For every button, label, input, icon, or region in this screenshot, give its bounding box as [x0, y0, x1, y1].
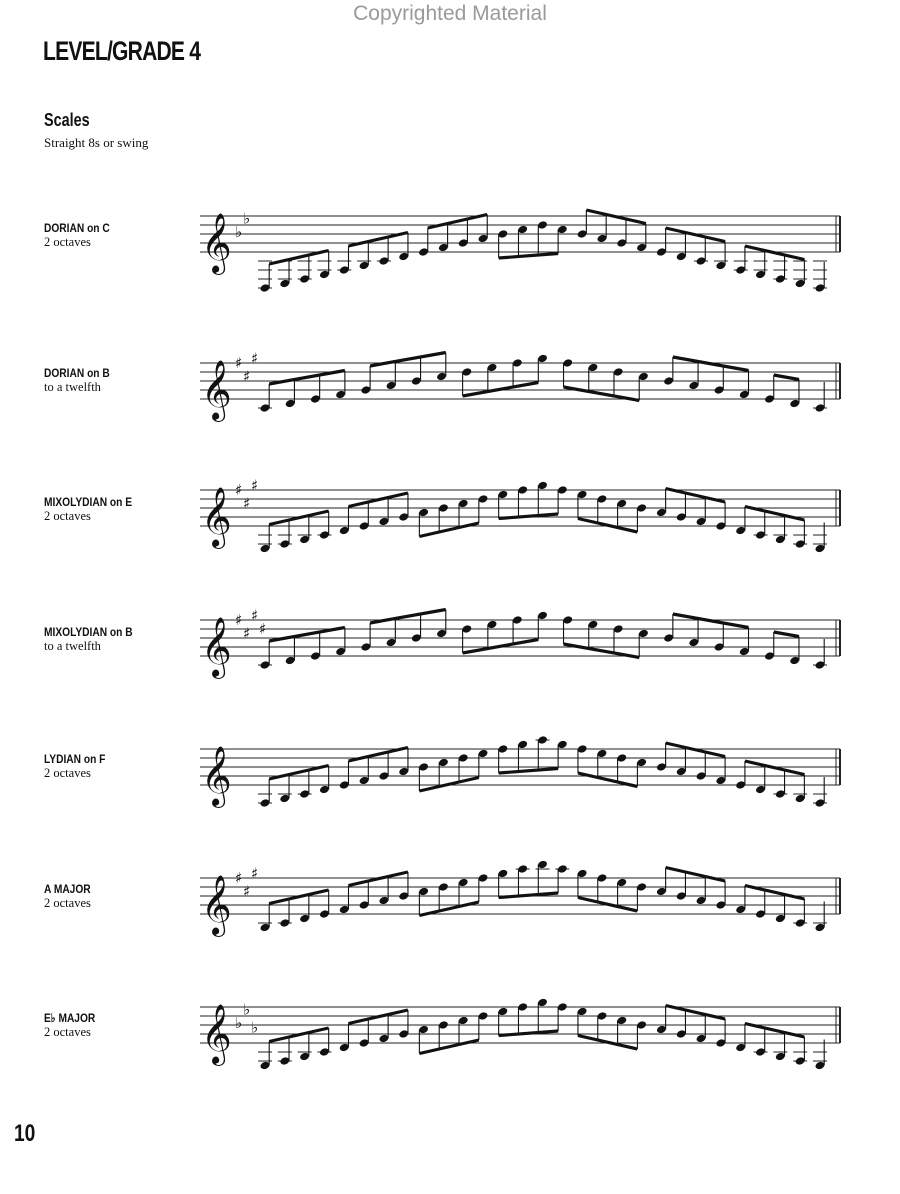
beam	[269, 511, 328, 525]
scale-range: 2 octaves	[44, 1025, 91, 1039]
beam	[578, 773, 637, 787]
watermark: Copyrighted Material	[353, 2, 547, 25]
treble-clef-icon: 𝄞	[201, 875, 232, 935]
beam	[370, 353, 446, 367]
sharp-icon: ♯	[243, 624, 251, 643]
scale-label	[44, 752, 116, 781]
scale-label	[44, 625, 148, 654]
beam	[666, 743, 725, 757]
beam	[774, 632, 799, 637]
beam	[348, 493, 407, 507]
beam	[499, 893, 558, 898]
scale-name: DORIAN on C	[44, 221, 110, 235]
music-staff	[195, 460, 845, 570]
beam	[463, 383, 539, 397]
scale-label	[44, 1011, 104, 1040]
sharp-icon: ♯	[251, 606, 259, 625]
scale-name: A MAJOR	[44, 882, 91, 896]
beam	[499, 254, 558, 259]
flat-icon: ♭	[243, 1000, 251, 1019]
sharp-icon: ♯	[235, 481, 243, 499]
beam	[348, 1010, 407, 1024]
beam	[745, 507, 804, 521]
beam	[269, 251, 328, 265]
level-title: LEVEL/GRADE 4	[43, 36, 201, 66]
treble-clef-icon: 𝄞	[201, 213, 232, 273]
beam	[774, 375, 799, 380]
beam	[419, 523, 478, 537]
beam	[745, 1024, 804, 1038]
scale-range: 2 octaves	[44, 509, 91, 523]
page-number: 10	[14, 1120, 36, 1147]
flat-icon: ♭	[251, 1018, 259, 1037]
music-staff	[195, 977, 845, 1087]
scale-name: LYDIAN on F	[44, 752, 106, 766]
sharp-icon: ♯	[251, 864, 259, 883]
sharp-icon: ♯	[243, 494, 251, 513]
sharp-icon: ♯	[243, 367, 251, 386]
sharp-icon: ♯	[251, 476, 259, 495]
beam	[348, 872, 407, 886]
beam	[463, 640, 539, 654]
beam	[578, 898, 637, 912]
beam	[348, 748, 407, 762]
beam	[419, 1040, 478, 1054]
sharp-icon: ♯	[235, 354, 243, 372]
beam	[586, 210, 645, 224]
flat-icon: ♭	[243, 209, 251, 228]
beam	[745, 246, 804, 260]
sharp-icon: ♯	[251, 349, 259, 368]
beam	[348, 233, 407, 247]
beam	[745, 761, 804, 775]
beam	[269, 371, 345, 385]
treble-clef-icon: 𝄞	[201, 360, 232, 420]
beam	[370, 610, 446, 624]
scale-label	[44, 882, 99, 911]
sharp-icon: ♯	[235, 611, 243, 629]
beam	[666, 228, 725, 242]
music-staff	[195, 333, 845, 443]
section-subtitle: Straight 8s or swing	[44, 135, 149, 150]
scale-range: to a twelfth	[44, 380, 101, 394]
flat-icon: ♭	[235, 223, 243, 241]
beam	[666, 489, 725, 503]
beam	[745, 886, 804, 900]
scale-range: 2 octaves	[44, 235, 91, 249]
scale-name: MIXOLYDIAN on E	[44, 495, 133, 509]
sharp-icon: ♯	[235, 869, 243, 887]
beam	[673, 357, 749, 371]
scale-label	[44, 366, 121, 395]
beam	[666, 1006, 725, 1020]
beam	[666, 868, 725, 882]
scale-range: to a twelfth	[44, 639, 101, 653]
beam	[578, 519, 637, 533]
beam	[564, 644, 640, 658]
treble-clef-icon: 𝄞	[201, 487, 232, 547]
beam	[419, 902, 478, 916]
music-staff	[195, 590, 845, 700]
beam	[419, 778, 478, 792]
treble-clef-icon: 𝄞	[201, 1004, 232, 1064]
beam	[499, 769, 558, 774]
section-title: Scales	[44, 110, 90, 130]
beam	[269, 766, 328, 780]
beam	[578, 1036, 637, 1050]
sharp-icon: ♯	[259, 620, 267, 638]
beam	[499, 1031, 558, 1036]
beam	[269, 1028, 328, 1042]
beam	[269, 628, 345, 642]
music-staff	[195, 719, 845, 829]
beam	[428, 215, 487, 229]
beam	[499, 514, 558, 519]
music-staff	[195, 186, 845, 296]
scale-label	[44, 221, 121, 250]
scale-range: 2 octaves	[44, 766, 91, 780]
beam	[269, 890, 328, 904]
scale-label	[44, 495, 148, 524]
treble-clef-icon: 𝄞	[201, 746, 232, 806]
scale-name: E♭ MAJOR	[44, 1011, 96, 1025]
beam	[673, 614, 749, 628]
flat-icon: ♭	[235, 1014, 243, 1032]
sharp-icon: ♯	[243, 882, 251, 901]
treble-clef-icon: 𝄞	[201, 617, 232, 677]
beam	[564, 387, 640, 401]
music-staff	[195, 848, 845, 958]
scale-name: MIXOLYDIAN on B	[44, 625, 133, 639]
scale-name: DORIAN on B	[44, 366, 110, 380]
scale-range: 2 octaves	[44, 896, 91, 910]
